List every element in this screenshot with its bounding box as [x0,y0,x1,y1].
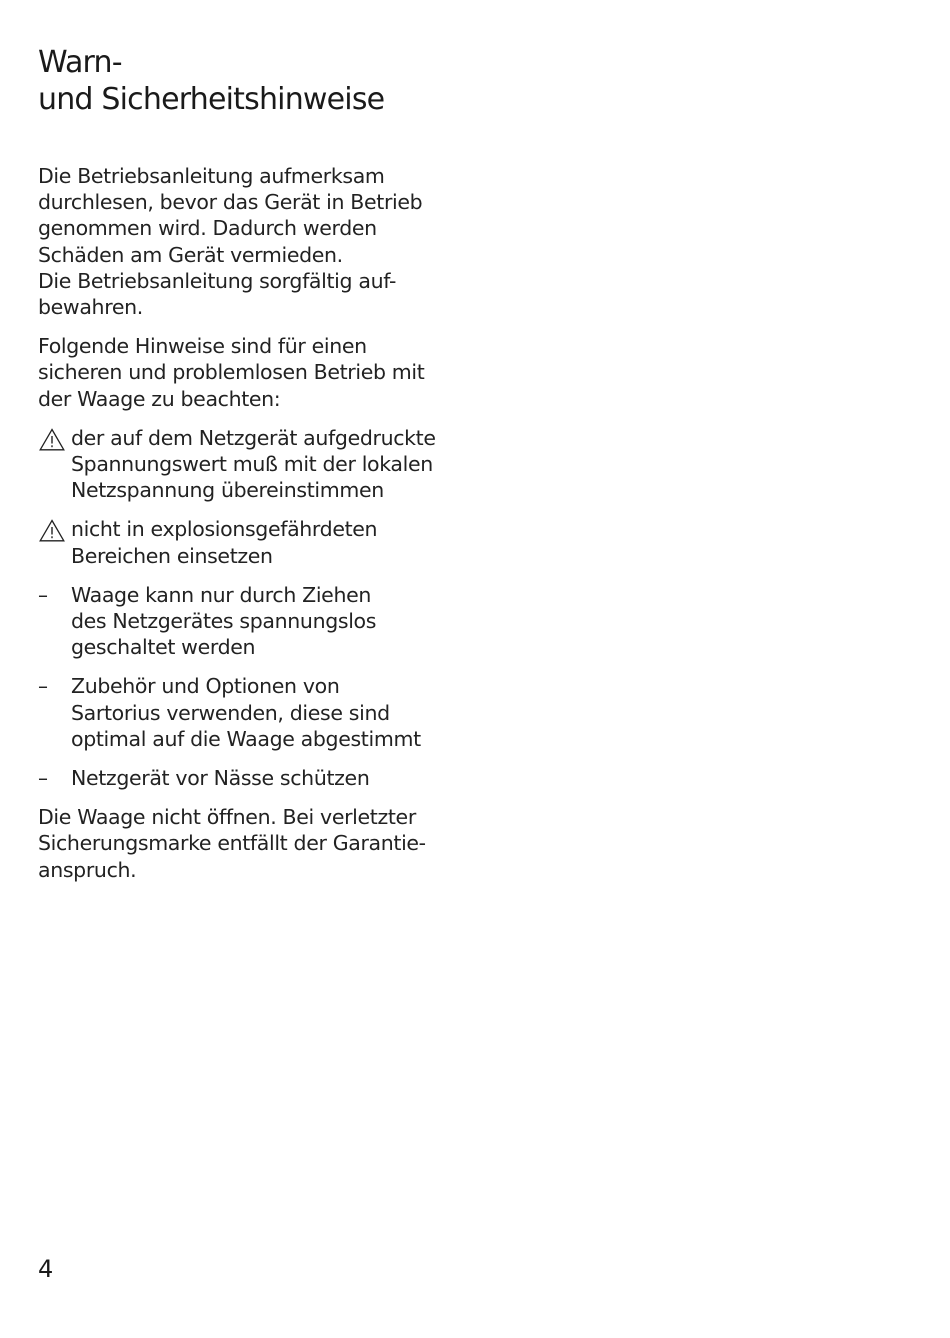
text-line: genommen wird. Dadurch werden [38,216,377,241]
text-line: Schäden am Gerät vermieden. [38,242,343,267]
list-item-accessories [38,673,438,752]
text-line: Die Waage nicht öffnen. Bei verletzter [38,805,416,830]
text-line: durchlesen, bevor das Gerät in Betrieb [38,190,423,215]
text-line: Sicherungsmarke entfällt der Garantie- [38,831,426,856]
body-content [38,163,438,896]
list-item-text: Netzspannung übereinstimmen [71,478,384,503]
text-line: bewahren. [38,295,143,320]
list-item-text: Zubehör und Optionen von [71,674,340,699]
dash-marker: – [38,582,48,607]
text-line: der Waage zu beachten: [38,386,281,411]
list-item-text: des Netzgerätes spannungslos [71,609,377,634]
title-line-2: und Sicherheitshinweise [38,82,385,117]
page-title [38,44,384,118]
dash-marker: – [38,766,48,791]
list-item-text: optimal auf die Waage abgestimmt [71,726,421,751]
list-item-moisture [38,765,438,791]
list-item-text: der auf dem Netzgerät aufgedruckte [71,425,436,450]
text-line: Folgende Hinweise sind für einen [38,334,367,359]
list-item-text: Bereichen einsetzen [71,543,273,568]
list-item-text: Spannungswert muß mit der lokalen [71,452,433,477]
warning-icon [38,516,66,542]
lead-paragraph [38,333,438,412]
warning-icon [38,425,66,451]
title-line-1: Warn- [38,45,122,80]
list-item-text: Sartorius verwenden, diese sind [71,700,390,725]
text-line: Die Betriebsanleitung aufmerksam [38,164,385,188]
list-item-warning-explosion [38,516,438,568]
list-item-text: geschaltet werden [71,635,256,660]
text-line: anspruch. [38,857,137,882]
list-item-warning-voltage [38,425,438,504]
list-item-power-disconnect [38,582,438,661]
intro-paragraph [38,163,438,320]
text-line: sicheren und problemlosen Betrieb mit [38,360,425,385]
page-number: 4 [38,1255,54,1283]
list-item-text: Netzgerät vor Nässe schützen [71,766,370,791]
text-line: Die Betriebsanleitung sorgfältig auf- [38,268,397,293]
dash-marker: – [38,674,48,699]
list-item-text: Waage kann nur durch Ziehen [71,582,371,607]
list-item-text: nicht in explosionsgefährdeten [71,517,378,542]
closing-paragraph [38,804,438,883]
